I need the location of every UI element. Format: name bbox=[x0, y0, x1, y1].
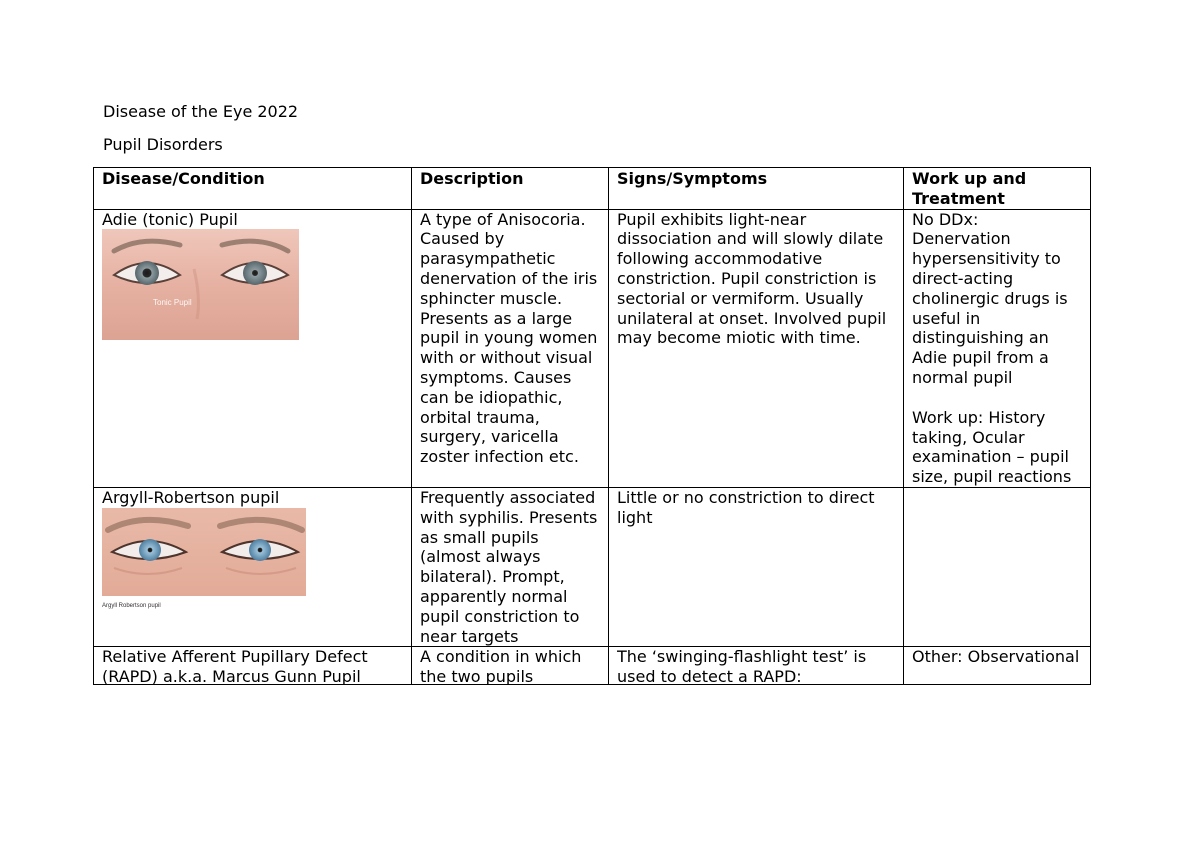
pupil-disorders-table bbox=[93, 167, 1091, 685]
workup-history: Work up: History taking, Ocular examination – pupil size, pupil reactions bbox=[912, 407, 1072, 487]
column-header: Description bbox=[412, 168, 609, 210]
workup-cell bbox=[904, 487, 1091, 646]
condition-cell bbox=[94, 209, 412, 487]
signs-text: The ‘swinging-flashlight test’ is used to detect a RAPD: bbox=[617, 647, 867, 685]
argyll-robertson-pupil-image bbox=[102, 508, 306, 596]
condition-name: Argyll-Robertson pupil bbox=[102, 487, 280, 507]
condition-cell bbox=[94, 647, 412, 685]
condition-name: Adie (tonic) Pupil bbox=[102, 209, 238, 229]
column-header: Work up and Treatment bbox=[904, 168, 1091, 210]
description-cell: Frequently associated with syphilis. Presents as small pupils (almost always bilateral). Prompt, apparently normal pupil constriction to near targets bbox=[412, 487, 609, 646]
table-row bbox=[94, 487, 1091, 646]
signs-cell bbox=[609, 647, 904, 685]
workup-text: Other: Observational bbox=[912, 647, 1080, 667]
column-header: Disease/Condition bbox=[94, 168, 412, 210]
signs-cell: Pupil exhibits light-near dissociation and will slowly dilate following accommodative constriction. Pupil constriction is sectorial or vermiform. Usually unilateral at onset. Involved pupil may become miotic with time. bbox=[609, 209, 904, 487]
workup-ddx: No DDx: Denervation hypersensitivity to direct-acting cholinergic drugs is useful in distinguishing an Adie pupil from a normal pupil bbox=[912, 209, 1068, 387]
document-title: Disease of the Eye 2022 bbox=[103, 102, 299, 121]
table-header-row bbox=[94, 168, 1091, 210]
table-row bbox=[94, 647, 1091, 685]
column-header: Signs/Symptoms bbox=[609, 168, 904, 210]
condition-cell bbox=[94, 487, 412, 646]
section-heading: Pupil Disorders bbox=[103, 135, 223, 154]
image-caption: Tonic Pupil bbox=[153, 298, 192, 307]
adie-pupil-image bbox=[102, 229, 299, 340]
table-row bbox=[94, 209, 1091, 487]
workup-cell bbox=[904, 209, 1091, 487]
condition-name: Relative Afferent Pupillary Defect (RAPD) a.k.a. Marcus Gunn Pupil bbox=[102, 647, 368, 685]
image-caption: Argyll Robertson pupil bbox=[102, 602, 161, 609]
signs-cell: Little or no constriction to direct light bbox=[609, 487, 904, 646]
description-text: A condition in which the two pupils bbox=[420, 647, 582, 685]
workup-cell bbox=[904, 647, 1091, 685]
description-cell bbox=[412, 647, 609, 685]
description-cell: A type of Anisocoria. Caused by parasympathetic denervation of the iris sphincter muscle. Presents as a large pupil in young women with or without visual symptoms. Causes can be idiopathic, orbital trauma, surgery, varicella zoster infection etc. bbox=[412, 209, 609, 487]
